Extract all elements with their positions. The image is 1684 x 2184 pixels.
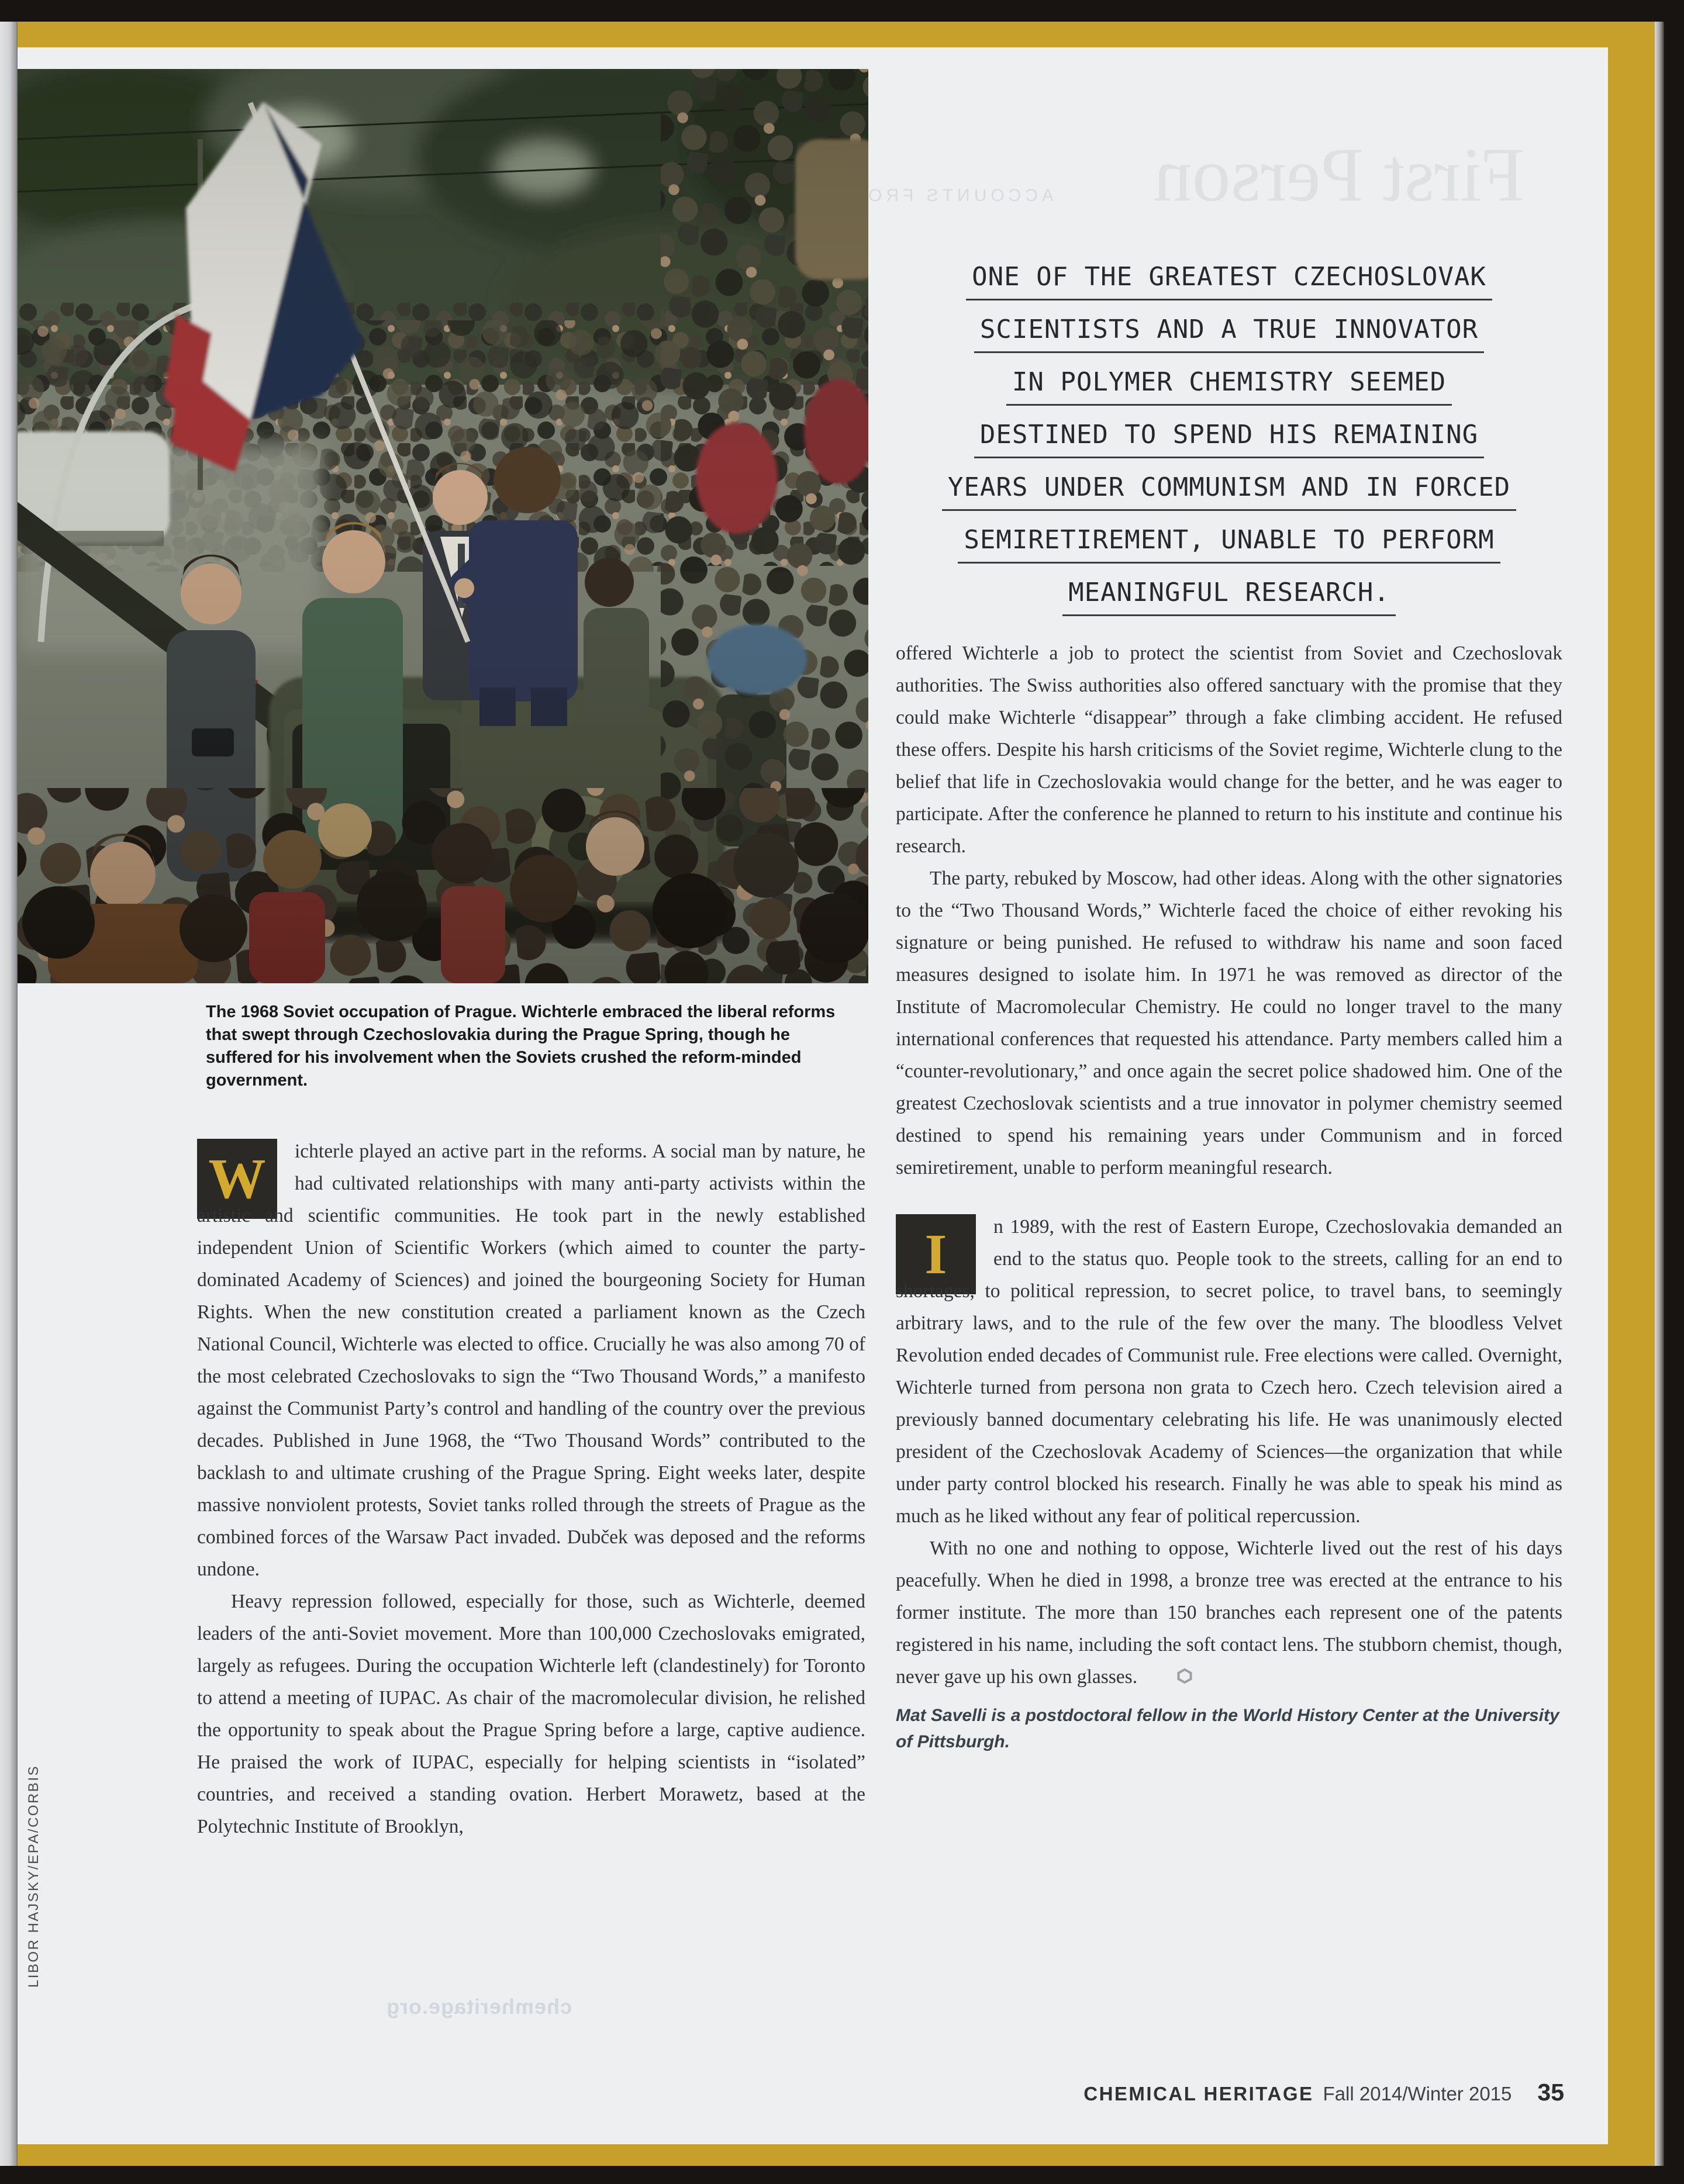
photo-credit xyxy=(26,1739,42,2014)
pull-quote-line: IN POLYMER CHEMISTRY SEEMED xyxy=(896,369,1562,406)
author-bio: Mat Savelli is a postdoctoral fellow in the World History Center at the University of Pittsburgh. xyxy=(896,1706,1559,1751)
article-paragraph xyxy=(197,1135,865,1585)
paragraph-text: ichterle played an active part in the reforms. A social man by nature, he had cultivated relationships with many anti-party activists within the artistic and scientific communities. He took part in the newly established independent Union of Scientific Workers (which aimed to counter the party-dominated Academy of Sciences) and joined the bourgeoning Society for Human Rights. When the new constitution created a parliament known as the Czech National Council, Wichterle was elected to office. Crucially he was also among 70 of the most celebrated Czechoslovaks to sign the “Two Thousand Words,” a manifesto against the Communist Party’s control and handling of the country over the previous decades. Published in June 1968, the “Two Thousand Words” contributed to the backlash to and ultimate crushing of the Prague Spring. Eight weeks later, despite massive nonviolent protests, Soviet tanks rolled through the streets of Prague as the combined forces of the Warsaw Pact invaded. Dubček was deposed and the reforms undone. xyxy=(197,1141,865,1580)
issue-date: Fall 2014/Winter 2015 xyxy=(1323,2083,1512,2104)
prague-1968-occupation-photo xyxy=(18,69,868,983)
pull-quote-line: ONE OF THE GREATEST CZECHOSLOVAK xyxy=(896,264,1562,300)
article-column-right xyxy=(896,637,1562,1772)
paragraph-text: Heavy repression followed, especially for those, such as Wichterle, deemed leaders of the anti-Soviet movement. More than 100,000 Czechoslovaks emigrated, largely as refugees. During the occupation Wichterle left (clandestinely) for Toronto to attend a meeting of IUPAC. As chair of the macromolecular division, he relished the opportunity to speak about the Prague Spring before a large, captive audience. He praised the work of IUPAC, especially for helping scientists in “isolated” countries, and received a standing ovation. Herbert Morawetz, based at the Polytechnic Institute of Brooklyn, xyxy=(197,1591,865,1837)
drop-cap-w: W xyxy=(197,1139,277,1219)
paragraph-text: n 1989, with the rest of Eastern Europe, Czechoslovakia demanded an end to the status quo. People took to the streets, calling for an end to shortages, to political repression, to secret police, to travel bans, to seemingly arbitrary laws, and to the rule of the few over the many. The bloodless Velvet Revolution ended decades of Communist rule. Free elections were called. Overnight, Wichterle turned from persona non grata to Czech hero. Czech television aired a previously banned documentary celebrating his life. He was unanimously elected president of the Czechoslovak Academy of Sciences—the organization that while under party control blocked his research. Finally he was able to speak his mind as much as he liked without any fear of political repercussion. xyxy=(896,1216,1562,1527)
pull-quote-line: MEANINGFUL RESEARCH. xyxy=(896,580,1562,616)
article-paragraph xyxy=(896,1532,1562,1693)
page-stack-edge-left xyxy=(0,22,18,2166)
article-paragraph xyxy=(896,862,1562,1184)
page-footer xyxy=(1083,2079,1564,2106)
ghost-url-showthrough: chemheritage.org xyxy=(386,1995,572,2019)
hexagon-end-mark-icon xyxy=(1143,1662,1192,1694)
drop-cap-i: I xyxy=(896,1214,976,1294)
article-paragraph xyxy=(197,1585,865,1843)
page-number: 35 xyxy=(1537,2079,1564,2106)
article-paragraph xyxy=(896,1211,1562,1532)
pull-quote-line: YEARS UNDER COMMUNISM AND IN FORCED xyxy=(896,475,1562,511)
paragraph-text: With no one and nothing to oppose, Wichterle lived out the rest of his days peacefully. When he died in 1998, a bronze tree was erected at the entrance to his former institute. The more than 150 branches each represent one of the patents registered in his name, including the soft contact lens. The stubborn chemist, though, never gave up his own glasses. xyxy=(896,1537,1562,1688)
page-stack-edge-right xyxy=(1655,22,1664,2166)
paragraph-text: offered Wichterle a job to protect the scientist from Soviet and Czechoslovak authorities. The Swiss authorities also offered sanctuary with the promise that they could make Wichterle “disappear” through a fake climbing accident. He refused these offers. Despite his harsh criticisms of the Soviet regime, Wichterle clung to the belief that life in Czechoslovakia would change for the better, and he was eager to participate. After the conference he planned to return to his institute and continue his research. xyxy=(896,642,1562,857)
magazine-title: CHEMICAL HERITAGE xyxy=(1083,2083,1314,2104)
photo-credit-text: LIBOR HAJSKY/EPA/CORBIS xyxy=(26,1765,42,1988)
pull-quote-line: DESTINED TO SPEND HIS REMAINING xyxy=(896,422,1562,458)
pull-quote-line: SCIENTISTS AND A TRUE INNOVATOR xyxy=(896,317,1562,353)
photo-caption: The 1968 Soviet occupation of Prague. Wichterle embraced the liberal reforms that swept through Czechoslovakia during the Prague Spring, though he suffered for his involvement when the Soviets crushed the reform-minded government. xyxy=(206,1003,836,1090)
pull-quote xyxy=(896,264,1562,633)
paragraph-text: The party, rebuked by Moscow, had other ideas. Along with the other signatories to the “Two Thousand Words,” Wichterle faced the choice of either revoking his signature or being punished. He refused to withdraw his name and soon faced measures designed to isolate him. In 1971 he was removed as director of the Institute of Macromolecular Chemistry. He could no longer travel to the many international conferences that requested his attendance. Party members called him a “counter-revolutionary,” and once again the secret police shadowed him. One of the greatest Czechoslovak scientists and a true innovator in polymer chemistry seemed destined to spend his remaining years under Communism and in forced semiretirement, unable to perform meaningful research. xyxy=(896,868,1562,1179)
pull-quote-line: SEMIRETIREMENT, UNABLE TO PERFORM xyxy=(896,527,1562,564)
article-column-left xyxy=(197,1135,865,1843)
article-paragraph xyxy=(896,637,1562,862)
